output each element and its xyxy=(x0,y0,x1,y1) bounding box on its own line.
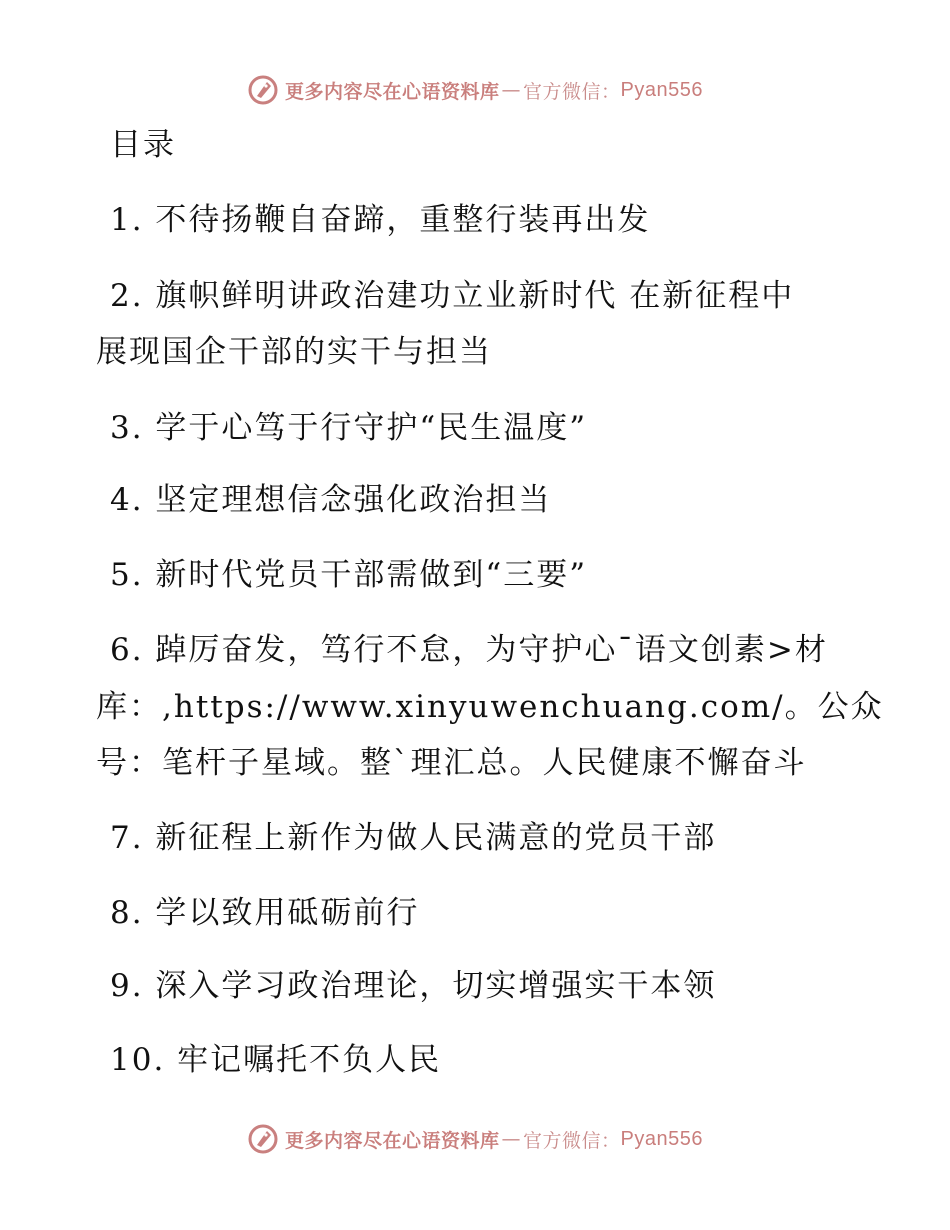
watermark-dash: — xyxy=(501,1128,522,1150)
toc-item: 10. 牢记嘱托不负人民 xyxy=(110,1042,442,1078)
watermark-official: 官方微信： xyxy=(523,1129,621,1152)
toc-item: 4. 坚定理想信念强化政治担当 xyxy=(110,482,552,518)
toc-item-continuation: 库：,https://www.xinyuwenchuang.com/。公众 xyxy=(96,689,884,725)
toc-item: 9. 深入学习政治理论，切实增强实干本领 xyxy=(110,968,717,1004)
toc-item: 2. 旗帜鲜明讲政治建功立业新时代 在新征程中 xyxy=(110,278,795,314)
watermark-official: 官方微信： xyxy=(523,80,621,103)
toc-item: 5. 新时代党员干部需做到“三要” xyxy=(110,557,588,593)
watermark-wechat-id: Pyan556 xyxy=(620,1127,703,1150)
toc-item: 3. 学于心笃于行守护“民生温度” xyxy=(110,410,588,446)
toc-item-continuation: 号：笔杆子星域。整`理汇总。人民健康不懈奋斗 xyxy=(96,745,807,781)
watermark-brand: 更多内容尽在心语资料库 xyxy=(285,1129,500,1152)
toc-item: 7. 新征程上新作为做人民满意的党员干部 xyxy=(110,820,717,856)
toc-item: 6. 踔厉奋发，笃行不怠，为守护心¯语文创素>材 xyxy=(110,632,828,668)
pen-nib-logo-icon xyxy=(247,1123,279,1155)
footer-watermark xyxy=(0,1123,950,1155)
toc-item-continuation: 展现国企干部的实干与担当 xyxy=(96,334,492,370)
watermark-wechat-id: Pyan556 xyxy=(620,78,703,101)
watermark-brand: 更多内容尽在心语资料库 xyxy=(285,80,500,103)
watermark-dash: — xyxy=(501,79,522,101)
toc-heading: 目录 xyxy=(110,127,176,163)
toc-item: 1. 不待扬鞭自奋蹄，重整行装再出发 xyxy=(110,202,651,238)
toc-item: 8. 学以致用砥砺前行 xyxy=(110,895,420,931)
